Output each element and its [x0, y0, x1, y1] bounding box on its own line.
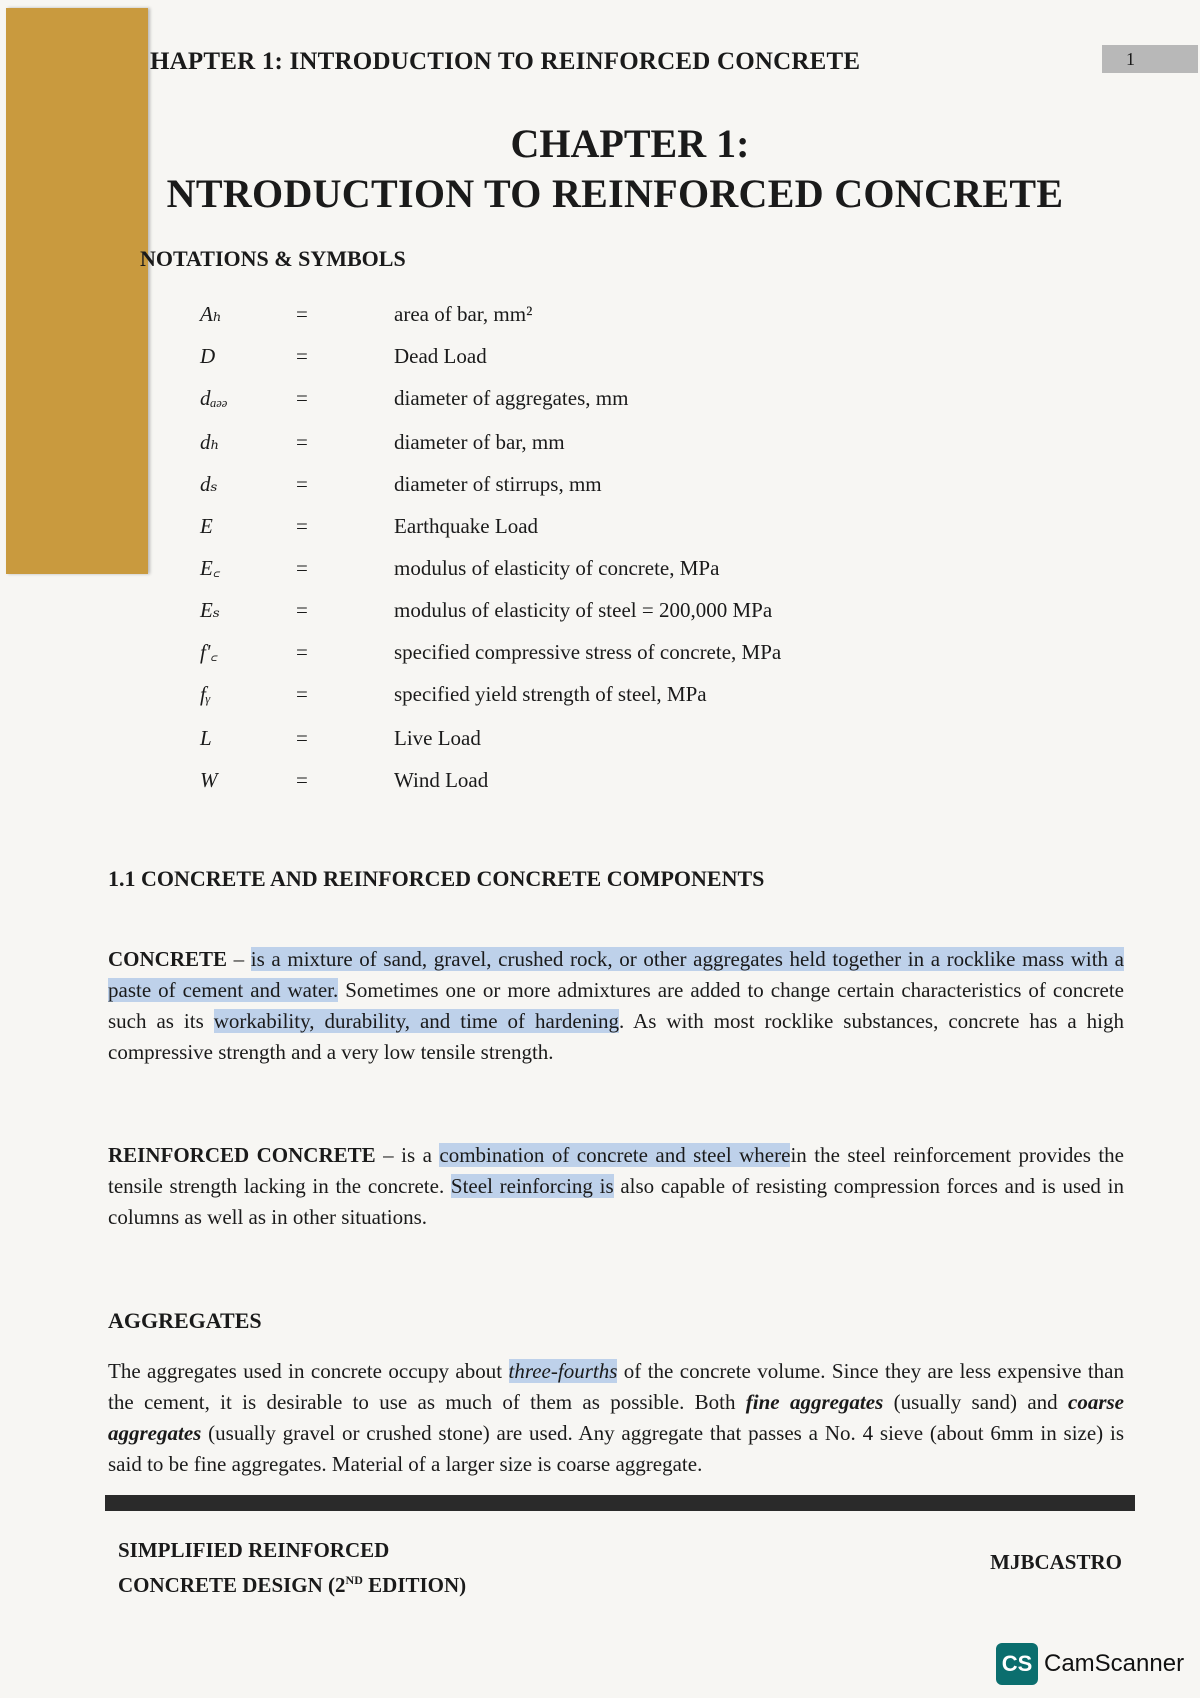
- notation-definition: specified yield strength of steel, MPa: [394, 682, 707, 706]
- notation-row: [200, 762, 900, 798]
- page-number-box: [1102, 45, 1198, 73]
- notation-symbol: fᵧ: [200, 682, 211, 706]
- book-title-line-2: [118, 1565, 466, 1600]
- page-number: 1: [1126, 49, 1135, 69]
- reinforced-concrete-term: REINFORCED CONCRETE: [108, 1143, 376, 1167]
- book-title-line-2-b: EDITION): [362, 1573, 467, 1597]
- reinforced-concrete-paragraph: [108, 1140, 1124, 1233]
- fine-aggregates-emphasis: fine aggregates: [745, 1390, 884, 1414]
- notation-equals: =: [296, 726, 308, 750]
- notation-equals: =: [296, 472, 308, 496]
- notation-equals: =: [296, 768, 308, 792]
- notation-symbol: dₐₔₔ: [200, 386, 228, 410]
- notation-row: [200, 550, 900, 586]
- notation-equals: =: [296, 302, 308, 326]
- notations-heading: NOTATIONS & SYMBOLS: [140, 246, 406, 271]
- notation-symbol: Eₛ: [200, 598, 220, 622]
- coarse-aggregates-emphasis: coarse aggregates: [108, 1390, 1124, 1445]
- aggregates-text-3: (usually sand) and: [883, 1390, 1068, 1414]
- aggregates-text-2: of the concrete volume. Since they are less expensive than the cement, it is desirable to use as much of them as possible. Both: [108, 1359, 1124, 1414]
- notation-definition: diameter of bar, mm: [394, 430, 565, 454]
- concrete-text-end: . As with most rocklike substances, concrete has a high compressive strength and a very low tensile strength.: [108, 1009, 1125, 1064]
- notation-row: [200, 424, 900, 460]
- aggregates-text-4: (usually gravel or crushed stone) are used. Any aggregate that passes a No. 4 sieve (about 6mm in size) is said to be fine aggregates. Material of a larger size is coarse aggregate.: [108, 1421, 1124, 1476]
- footer-rule: [105, 1495, 1135, 1511]
- notation-equals: =: [296, 682, 308, 706]
- notation-row: [200, 634, 900, 670]
- notation-equals: =: [296, 640, 308, 664]
- notation-definition: Live Load: [394, 726, 481, 750]
- notation-definition: diameter of aggregates, mm: [394, 386, 629, 410]
- notation-definition: specified compressive stress of concrete, MPa: [394, 640, 782, 664]
- notation-symbol: E꜀: [200, 556, 221, 580]
- notation-symbol: dₕ: [200, 430, 220, 454]
- notation-equals: =: [296, 514, 308, 538]
- notation-definition: area of bar, mm²: [394, 302, 533, 326]
- author: MJBCASTRO: [990, 1550, 1122, 1574]
- notation-definition: Dead Load: [394, 344, 487, 368]
- chapter-title: NTRODUCTION TO REINFORCED CONCRETE: [166, 171, 1064, 216]
- book-title-line-2-a: CONCRETE DESIGN (2: [118, 1573, 346, 1597]
- concrete-dash: –: [227, 947, 251, 971]
- edition-superscript: ND: [345, 1573, 363, 1587]
- notation-symbol: L: [200, 726, 212, 750]
- notation-row: [200, 676, 900, 712]
- notation-symbol: W: [200, 768, 218, 792]
- notation-equals: =: [296, 386, 308, 410]
- notation-equals: =: [296, 556, 308, 580]
- running-header: HAPTER 1: INTRODUCTION TO REINFORCED CONCRETE: [150, 48, 861, 75]
- concrete-highlight-1: is a mixture of sand, gravel, crushed rock, or other aggregates held together in a rocklike mass with a paste of cement and water.: [108, 947, 1124, 1002]
- notation-definition: Earthquake Load: [394, 514, 539, 538]
- book-title: [118, 1535, 466, 1600]
- section-heading: 1.1 CONCRETE AND REINFORCED CONCRETE COMPONENTS: [108, 866, 765, 891]
- notation-row: [200, 508, 900, 544]
- binder-tab: [6, 8, 148, 574]
- reinforced-highlight-2: Steel reinforcing is: [450, 1174, 614, 1198]
- notation-symbol: f'꜀: [200, 640, 218, 664]
- notation-definition: modulus of elasticity of concrete, MPa: [394, 556, 720, 580]
- concrete-highlight-2: workability, durability, and time of hardening: [213, 1009, 619, 1033]
- concrete-paragraph: [108, 944, 1124, 1068]
- aggregates-heading: AGGREGATES: [108, 1308, 262, 1333]
- notation-row: [200, 720, 900, 756]
- notation-row: [200, 338, 900, 374]
- notation-symbol: D: [200, 344, 216, 368]
- notation-equals: =: [296, 598, 308, 622]
- notation-symbol: dₛ: [200, 472, 218, 496]
- notation-definition: modulus of elasticity of steel = 200,000 MPa: [394, 598, 773, 622]
- aggregates-paragraph: [108, 1356, 1124, 1480]
- reinforced-highlight-1: combination of concrete and steel where: [439, 1143, 791, 1167]
- notation-symbol: Aₕ: [200, 302, 222, 326]
- reinforced-dash: – is a: [375, 1143, 440, 1167]
- notation-equals: =: [296, 430, 308, 454]
- book-title-line-1: SIMPLIFIED REINFORCED: [118, 1538, 390, 1562]
- reinforced-text-mid: in the steel reinforcement provides the tensile strength lacking in the concrete.: [108, 1143, 1125, 1198]
- camscanner-icon: CS: [996, 1643, 1038, 1685]
- notation-row: [200, 380, 900, 416]
- aggregates-text-1: The aggregates used in concrete occupy about: [108, 1359, 509, 1383]
- reinforced-text-end: also capable of resisting compression forces and is used in columns as well as in other situations.: [108, 1174, 1124, 1229]
- notation-row: [200, 466, 900, 502]
- notation-symbol: E: [200, 514, 213, 538]
- notation-definition: Wind Load: [394, 768, 489, 792]
- camscanner-label: CamScanner: [1044, 1650, 1185, 1677]
- three-fourths-emphasis: three-fourths: [508, 1359, 618, 1383]
- concrete-text-mid: Sometimes one or more admixtures are added to change certain characteristics of concrete such as its: [108, 978, 1124, 1033]
- concrete-term: CONCRETE: [108, 947, 228, 971]
- notation-row: [200, 296, 900, 332]
- notation-row: [200, 592, 900, 628]
- notation-definition: diameter of stirrups, mm: [394, 472, 602, 496]
- notation-equals: =: [296, 344, 308, 368]
- camscanner-watermark: [996, 1642, 1184, 1686]
- chapter-label: CHAPTER 1:: [510, 121, 750, 166]
